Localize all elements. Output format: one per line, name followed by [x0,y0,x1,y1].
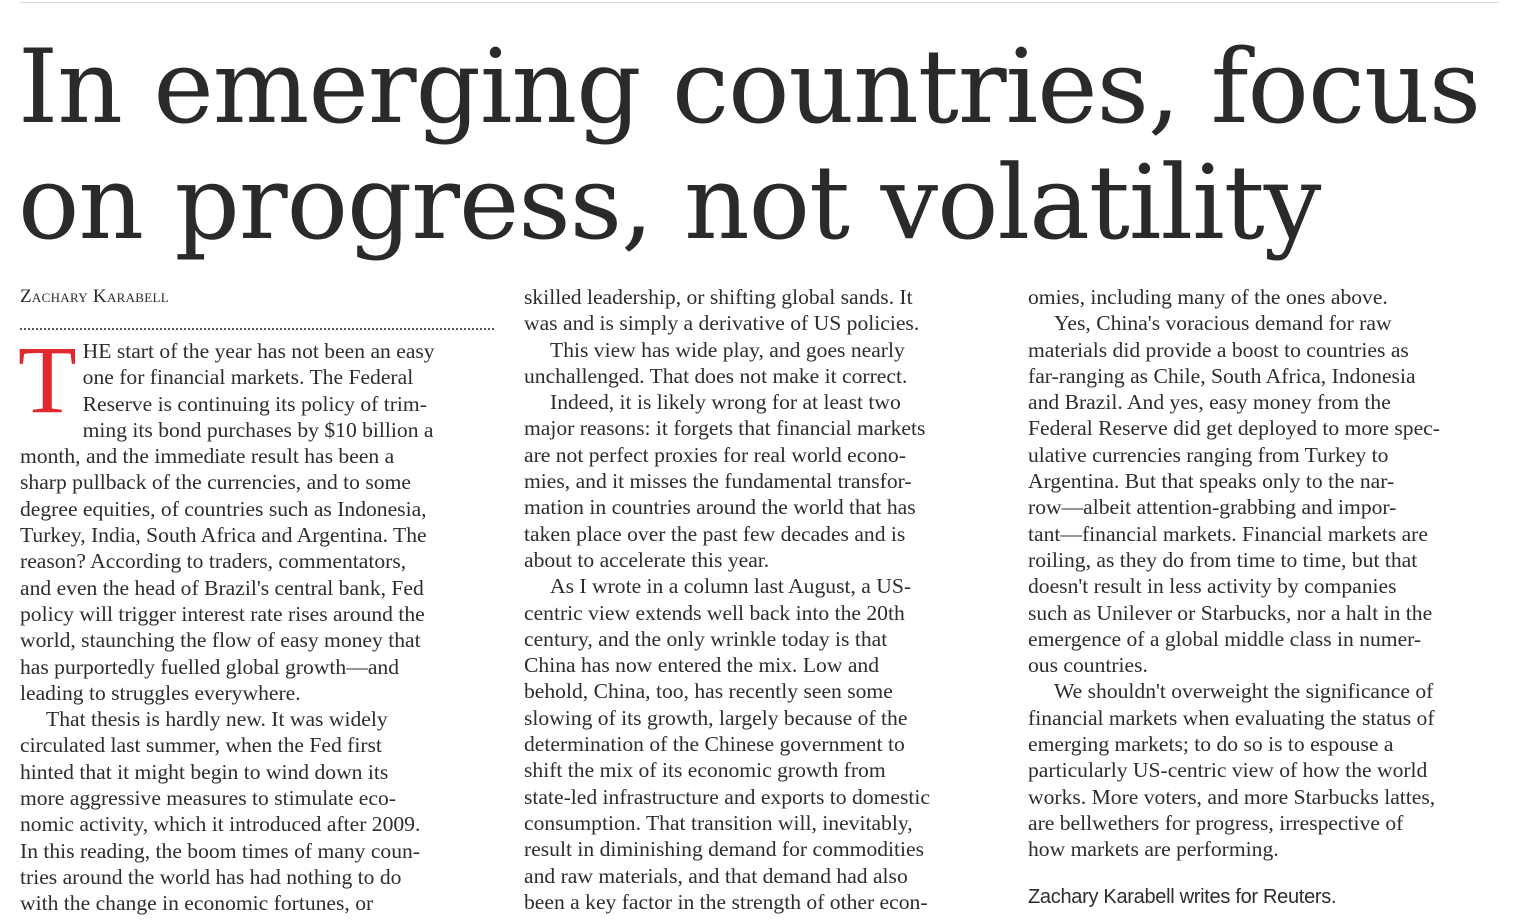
article-headline [18,30,1498,262]
byline-dotted-divider [20,328,494,330]
opening-paragraph [18,326,502,706]
paragraph-text: omies, including many of the ones above. [1028,285,1388,309]
headline-line-1: In emerging countries, focus [18,28,1481,147]
article-column-1 [20,284,502,917]
author-credit-line: Zachary Karabell writes for Reuters. [1028,886,1337,908]
paragraph-text: Yes, China's voracious demand for raw materials did provide a boost to countries as far-ranging as Chile, South Africa, Indonesia and Brazil. And yes, easy money from the Federal Reserve did get deployed to more spec- ulative currencies ranging from Turkey to Argentina. But that speaks only to the nar- row—albeit attention-grabbing and impor- tant—financial markets. Financial markets are roiling, as they do from time to time, but that doesn't result in less activity by companies such as Unilever or Starbucks, nor a halt in the emergence of a global middle class in numer- ous countries. [1028,311,1440,678]
article-column-2 [524,284,1006,915]
paragraph-text: As I wrote in a column last August, a US- centric view extends well back into the 20th century, and the only wrinkle today is that China has now entered the mix. Low and behold, China, too, has recently seen some slowing of its growth, largely because of the determination of the Chinese government to shift the mix of its economic growth from state-led infrastructure and exports to domestic consumption. That transition will, inevitably, result in diminishing demand for commodities and raw materials, and that demand had also been a key factor in the strength of other econ- [524,574,930,914]
drop-cap-letter: T [18,326,77,433]
top-border-rule [20,2,1499,3]
paragraph-text: This view has wide play, and goes nearly unchallenged. That does not make it correct. [524,337,908,388]
article-column-3 [1028,284,1506,863]
paragraph-text: HE start of the year has not been an easy one for financial markets. The Federal Reserve is continuing its policy of trim- ming its bond purchases by $10 billion a month, and the immediate result has been a sharp pullback of the currencies, and to some degree equities, of countries such as Indonesia, Turkey, India, South Africa and Argentina. The reason? According to traders, commentators, and even the head of Brazil's central bank, Fed policy will trigger interest rate rises around the world, staunching the flow of easy money that has purportedly fuelled global growth—and leading to struggles everywhere. [20,339,435,705]
paragraph-text: Indeed, it is likely wrong for at least two major reasons: it forgets that financial markets are not perfect proxies for real world econo- mies, and it misses the fundamental transfor- mation in countries around the world that has taken place over the past few decades and is about to accelerate this year. [524,390,926,572]
paragraph-text: We shouldn't overweight the significance of financial markets when evaluating the status of emerging markets; to do so is to espouse a particularly US-centric view of how the world works. More voters, and more Starbucks lattes, are bellwethers for progress, irrespective of how markets are performing. [1028,679,1436,862]
paragraph-text: skilled leadership, or shifting global sands. It was and is simply a derivative of US policies. [524,285,920,336]
paragraph-text: That thesis is hardly new. It was widely circulated last summer, when the Fed first hinted that it might begin to wind down its more aggressive measures to stimulate eco- nomic activity, which it introduced after 2009. In this reading, the boom times of many coun- tries around the world has had nothing to do with the change in economic fortunes, or [20,707,421,916]
author-byline: Zachary Karabell [20,286,169,307]
headline-line-2: on progress, not volatility [18,144,1321,263]
